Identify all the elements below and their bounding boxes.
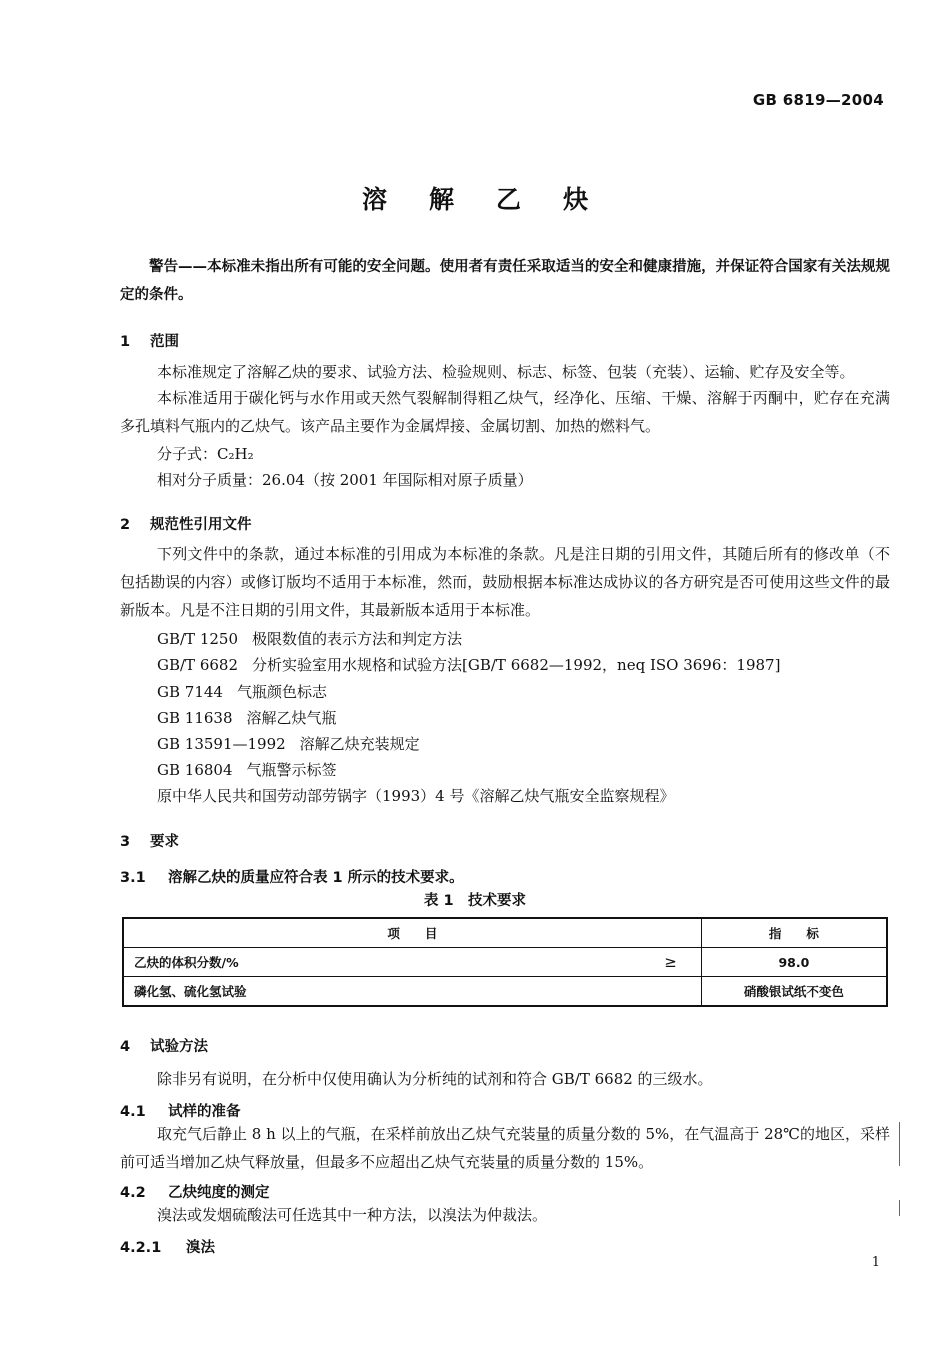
reference-title: 分析实验室用水规格和试验方法[GB/T 6682—1992，neq ISO 3696：1987] <box>252 656 781 674</box>
section-title: 要求 <box>150 834 179 850</box>
table-cell-value: 98.0 <box>701 948 887 977</box>
reference-item <box>157 705 337 731</box>
clause-number: 4.2 <box>120 1185 146 1201</box>
table-cell-item: 磷化氢、硫化氢试验 <box>123 977 701 1007</box>
reference-item <box>157 626 462 652</box>
section-number: 2 <box>120 517 131 533</box>
table-row <box>123 948 887 977</box>
reference-item <box>157 652 780 678</box>
section-3-heading <box>120 830 179 851</box>
reference-item <box>157 731 420 757</box>
reference-code: GB 7144 <box>157 683 223 701</box>
clause-title: 溴法 <box>186 1240 215 1256</box>
reference-item-regulation: 原中华人民共和国劳动部劳锅字（1993）4 号《溶解乙炔气瓶安全监察规程》 <box>157 787 675 805</box>
section-number: 3 <box>120 834 131 850</box>
clause-title: 乙炔纯度的测定 <box>168 1185 270 1201</box>
section-2-paragraph-1: 下列文件中的条款，通过本标准的引用成为本标准的条款。凡是注日期的引用文件，其随后所有的修改单（不包括勘误的内容）或修订版均不适用于本标准，然而，鼓励根据本标准达成协议的各方研究是否可使用这些文件的最新版本。凡是不注日期的引用文件，其最新版本适用于本标准。 <box>120 545 890 619</box>
section-title: 规范性引用文件 <box>150 517 252 533</box>
section-number: 4 <box>120 1039 131 1055</box>
reference-code: GB/T 6682 <box>157 656 239 674</box>
margin-change-bar <box>899 1200 900 1216</box>
clause-title: 试样的准备 <box>168 1104 241 1120</box>
section-title: 试验方法 <box>150 1039 208 1055</box>
reference-item <box>157 679 327 705</box>
clause-number: 4.2.1 <box>120 1240 162 1256</box>
table-header-row <box>123 918 887 948</box>
molecular-mass: 相对分子质量：26.04（按 2001 年国际相对原子质量） <box>157 471 533 489</box>
table-cell-item <box>123 948 701 977</box>
section-1-paragraph-2: 本标准适用于碳化钙与水作用或天然气裂解制得粗乙炔气，经净化、压缩、干燥、溶解于丙酮中，贮存在充满多孔填料气瓶内的乙炔气。该产品主要作为金属焊接、金属切割、加热的燃料气。 <box>120 389 890 435</box>
document-title: 溶解乙炔 <box>361 185 630 214</box>
section-4-heading <box>120 1035 208 1056</box>
clause-4-2-1 <box>120 1236 215 1257</box>
reference-title: 极限数值的表示方法和判定方法 <box>252 630 463 648</box>
item-label: 乙炔的体积分数/% <box>134 955 239 970</box>
section-title: 范围 <box>150 334 179 350</box>
section-number: 1 <box>120 334 131 350</box>
molecular-formula <box>120 440 890 468</box>
reference-title: 气瓶颜色标志 <box>236 683 327 701</box>
section-4-paragraph-1: 除非另有说明，在分析中仅使用确认为分析纯的试剂和符合 GB/T 6682 的三级水。 <box>157 1070 713 1088</box>
clause-text: 溶解乙炔的质量应符合表 1 所示的技术要求。 <box>168 870 464 886</box>
reference-code: GB 16804 <box>157 761 233 779</box>
clause-4-1 <box>120 1100 241 1121</box>
reference-title: 气瓶警示标签 <box>246 761 337 779</box>
clause-4-2 <box>120 1181 270 1202</box>
clause-3-1 <box>120 866 464 887</box>
clause-number: 3.1 <box>120 870 146 886</box>
table-header-value: 指 标 <box>701 918 887 948</box>
clause-4-2-text: 溴法或发烟硫酸法可任选其中一种方法，以溴法为仲裁法。 <box>157 1206 548 1224</box>
page-number: 1 <box>871 1255 880 1270</box>
reference-code: GB 13591—1992 <box>157 735 286 753</box>
reference-item <box>157 757 337 783</box>
table-row <box>123 977 887 1007</box>
section-2-heading <box>120 513 252 534</box>
table-header-item: 项 目 <box>123 918 701 948</box>
technical-requirements-table <box>122 917 888 1007</box>
reference-code: GB 11638 <box>157 709 233 727</box>
margin-change-bar <box>899 1122 900 1166</box>
standard-code: GB 6819—2004 <box>752 91 884 109</box>
formula-label: 分子式： <box>157 445 218 463</box>
reference-code: GB/T 1250 <box>157 630 239 648</box>
table-caption: 表 1 技术要求 <box>423 893 527 909</box>
clause-4-1-text: 取充气后静止 8 h 以上的气瓶，在采样前放出乙炔气充装量的质量分数的 5%，在气温高于 28℃的地区，采样前可适当增加乙炔气释放量，但最多不应超出乙炔气充装量的质量分数的 15%。 <box>120 1125 890 1171</box>
reference-title: 溶解乙炔充装规定 <box>299 735 420 753</box>
section-1-heading <box>120 330 179 351</box>
comparison-symbol: ≥ <box>664 953 677 971</box>
clause-number: 4.1 <box>120 1104 146 1120</box>
formula-value: C₂H₂ <box>217 445 254 463</box>
table-cell-value: 硝酸银试纸不变色 <box>701 977 887 1007</box>
section-1-paragraph-1: 本标准规定了溶解乙炔的要求、试验方法、检验规则、标志、标签、包装（充装）、运输、贮存及安全等。 <box>157 363 855 381</box>
warning-paragraph: 警告——本标准未指出所有可能的安全问题。使用者有责任采取适当的安全和健康措施，并保证符合国家有关法规规定的条件。 <box>120 259 890 303</box>
reference-title: 溶解乙炔气瓶 <box>246 709 337 727</box>
